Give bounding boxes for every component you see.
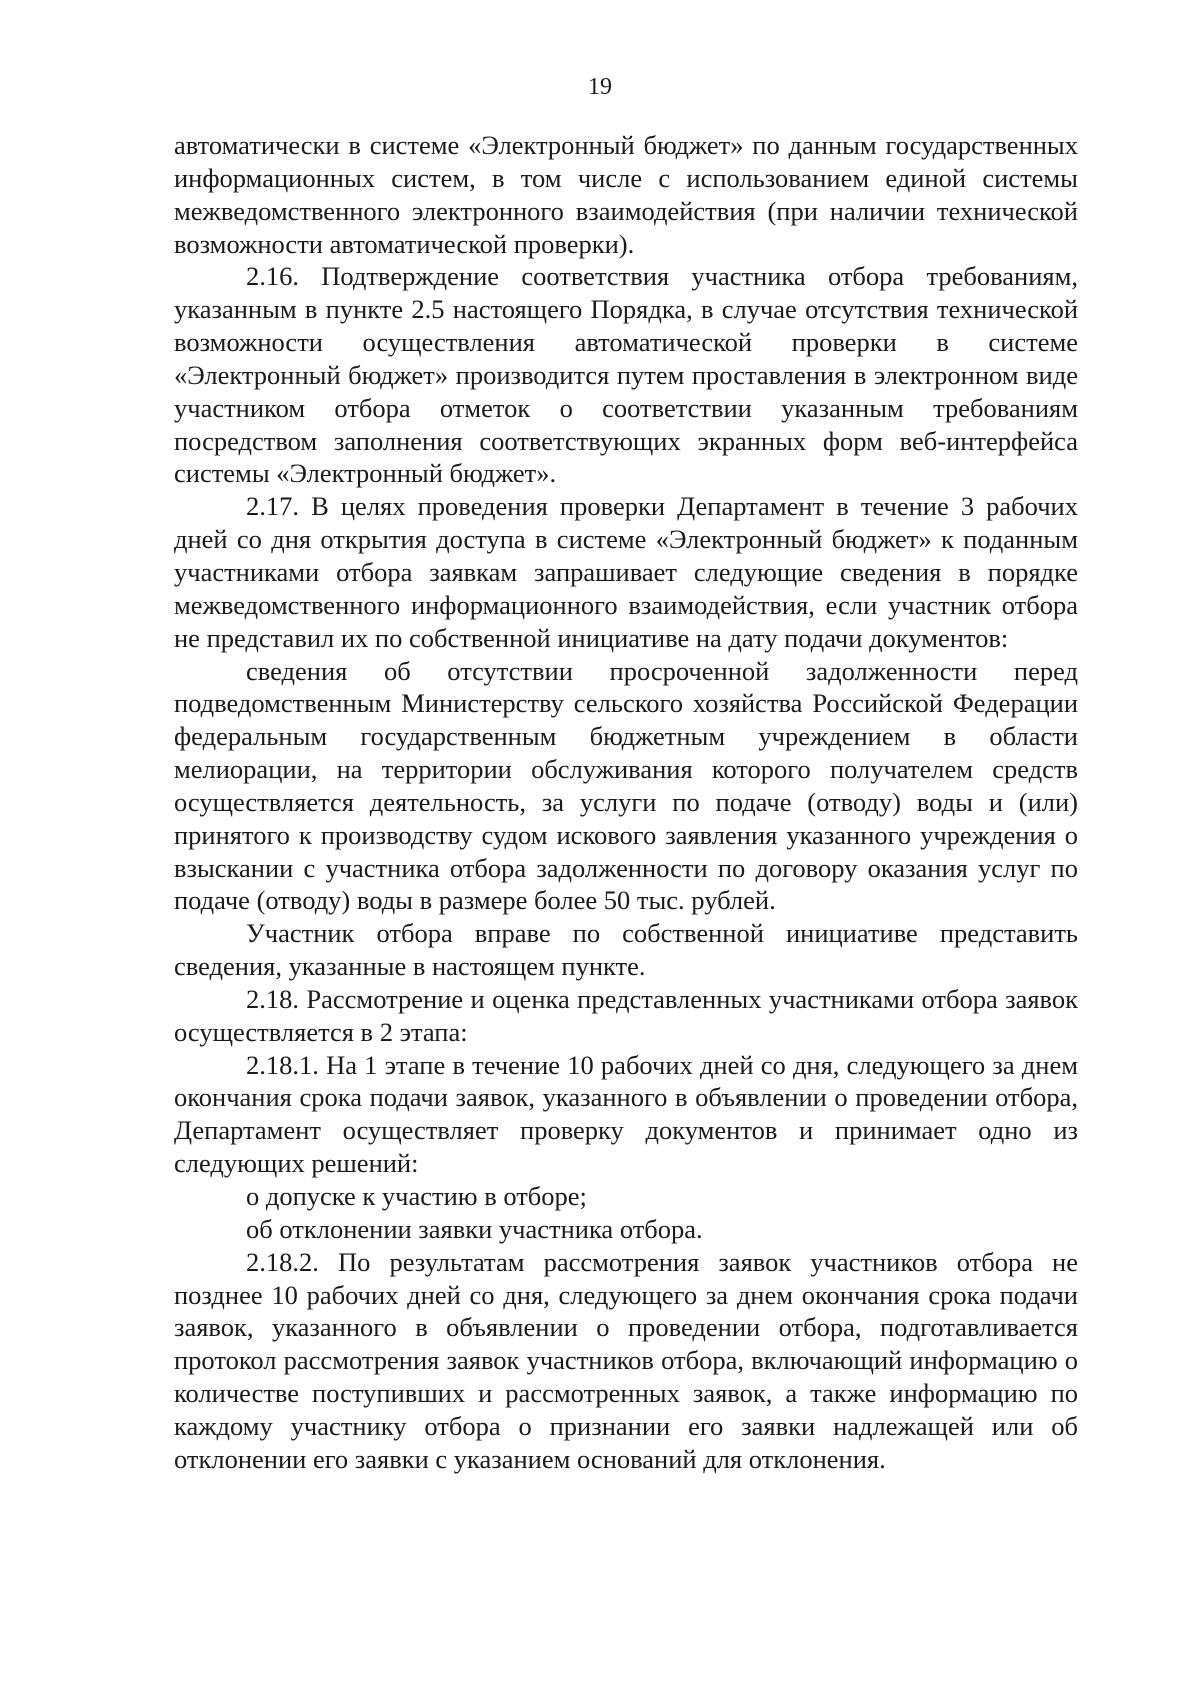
paragraph: 2.18. Рассмотрение и оценка представленных участниками отбора заявок осуществляется в 2 этапа: — [174, 983, 1078, 1047]
paragraph: сведения об отсутствии просроченной задолженности перед подведомственным Министерству сельского хозяйства Российской Федерации федеральным государственным бюджетным учреждением в области мелиорации, на территории обслуживания которого получателем средств осуществляется деятельность, за услуги по подаче (отводу) воды и (или) принятого к производству судом искового заявления указанного учреждения о взыскании с участника отбора задолженности по договору оказания услуг по подаче (отводу) воды в размере более 50 тыс. рублей. — [174, 655, 1078, 916]
paragraph: 2.18.1. На 1 этапе в течение 10 рабочих дней со дня, следующего за днем окончания срока подачи заявок, указанного в объявлении о проведении отбора, Департамент осуществляет проверку документов и принимает одно из следующих решений: — [174, 1049, 1078, 1179]
list-item: о допуске к участию в отборе; — [246, 1181, 587, 1211]
paragraph: 2.17. В целях проведения проверки Департамент в течение 3 рабочих дней со дня открытия доступа в системе «Электронный бюджет» к поданным участниками отбора заявкам запрашивает следующие сведения в порядке межведомственного информационного взаимодействия, если участник отбора не представил их по собственной инициативе на дату подачи документов: — [174, 491, 1078, 653]
document-body — [174, 129, 1078, 1476]
paragraph: 2.16. Подтверждение соответствия участника отбора требованиям, указанным в пункте 2.5 настоящего Порядка, в случае отсутствия технической возможности осуществления автоматической проверки в системе «Электронный бюджет» производится путем проставления в электронном виде участником отбора отметок о соответствии указанным требованиям посредством заполнения соответствующих экранных форм веб-интерфейса системы «Электронный бюджет». — [174, 261, 1078, 489]
paragraph: Участник отбора вправе по собственной инициативе представить сведения, указанные в настоящем пункте. — [174, 918, 1078, 982]
page-number: 19 — [588, 74, 612, 100]
list-item: об отклонении заявки участника отбора. — [246, 1213, 703, 1244]
paragraph: автоматически в системе «Электронный бюджет» по данным государственных информационных систем, в том числе с использованием единой системы межведомственного электронного взаимодействия (при наличии технической возможности автоматической проверки). — [174, 130, 1078, 259]
paragraph: 2.18.2. По результатам рассмотрения заявок участников отбора не позднее 10 рабочих дней со дня, следующего за днем окончания срока подачи заявок, указанного в объявлении о проведении отбора, подготавливается протокол рассмотрения заявок участников отбора, включающий информацию о количестве поступивших и рассмотренных заявок, а также информацию по каждому участнику отбора о признании его заявки надлежащей или об отклонении его заявки с указанием оснований для отклонения. — [174, 1246, 1078, 1474]
